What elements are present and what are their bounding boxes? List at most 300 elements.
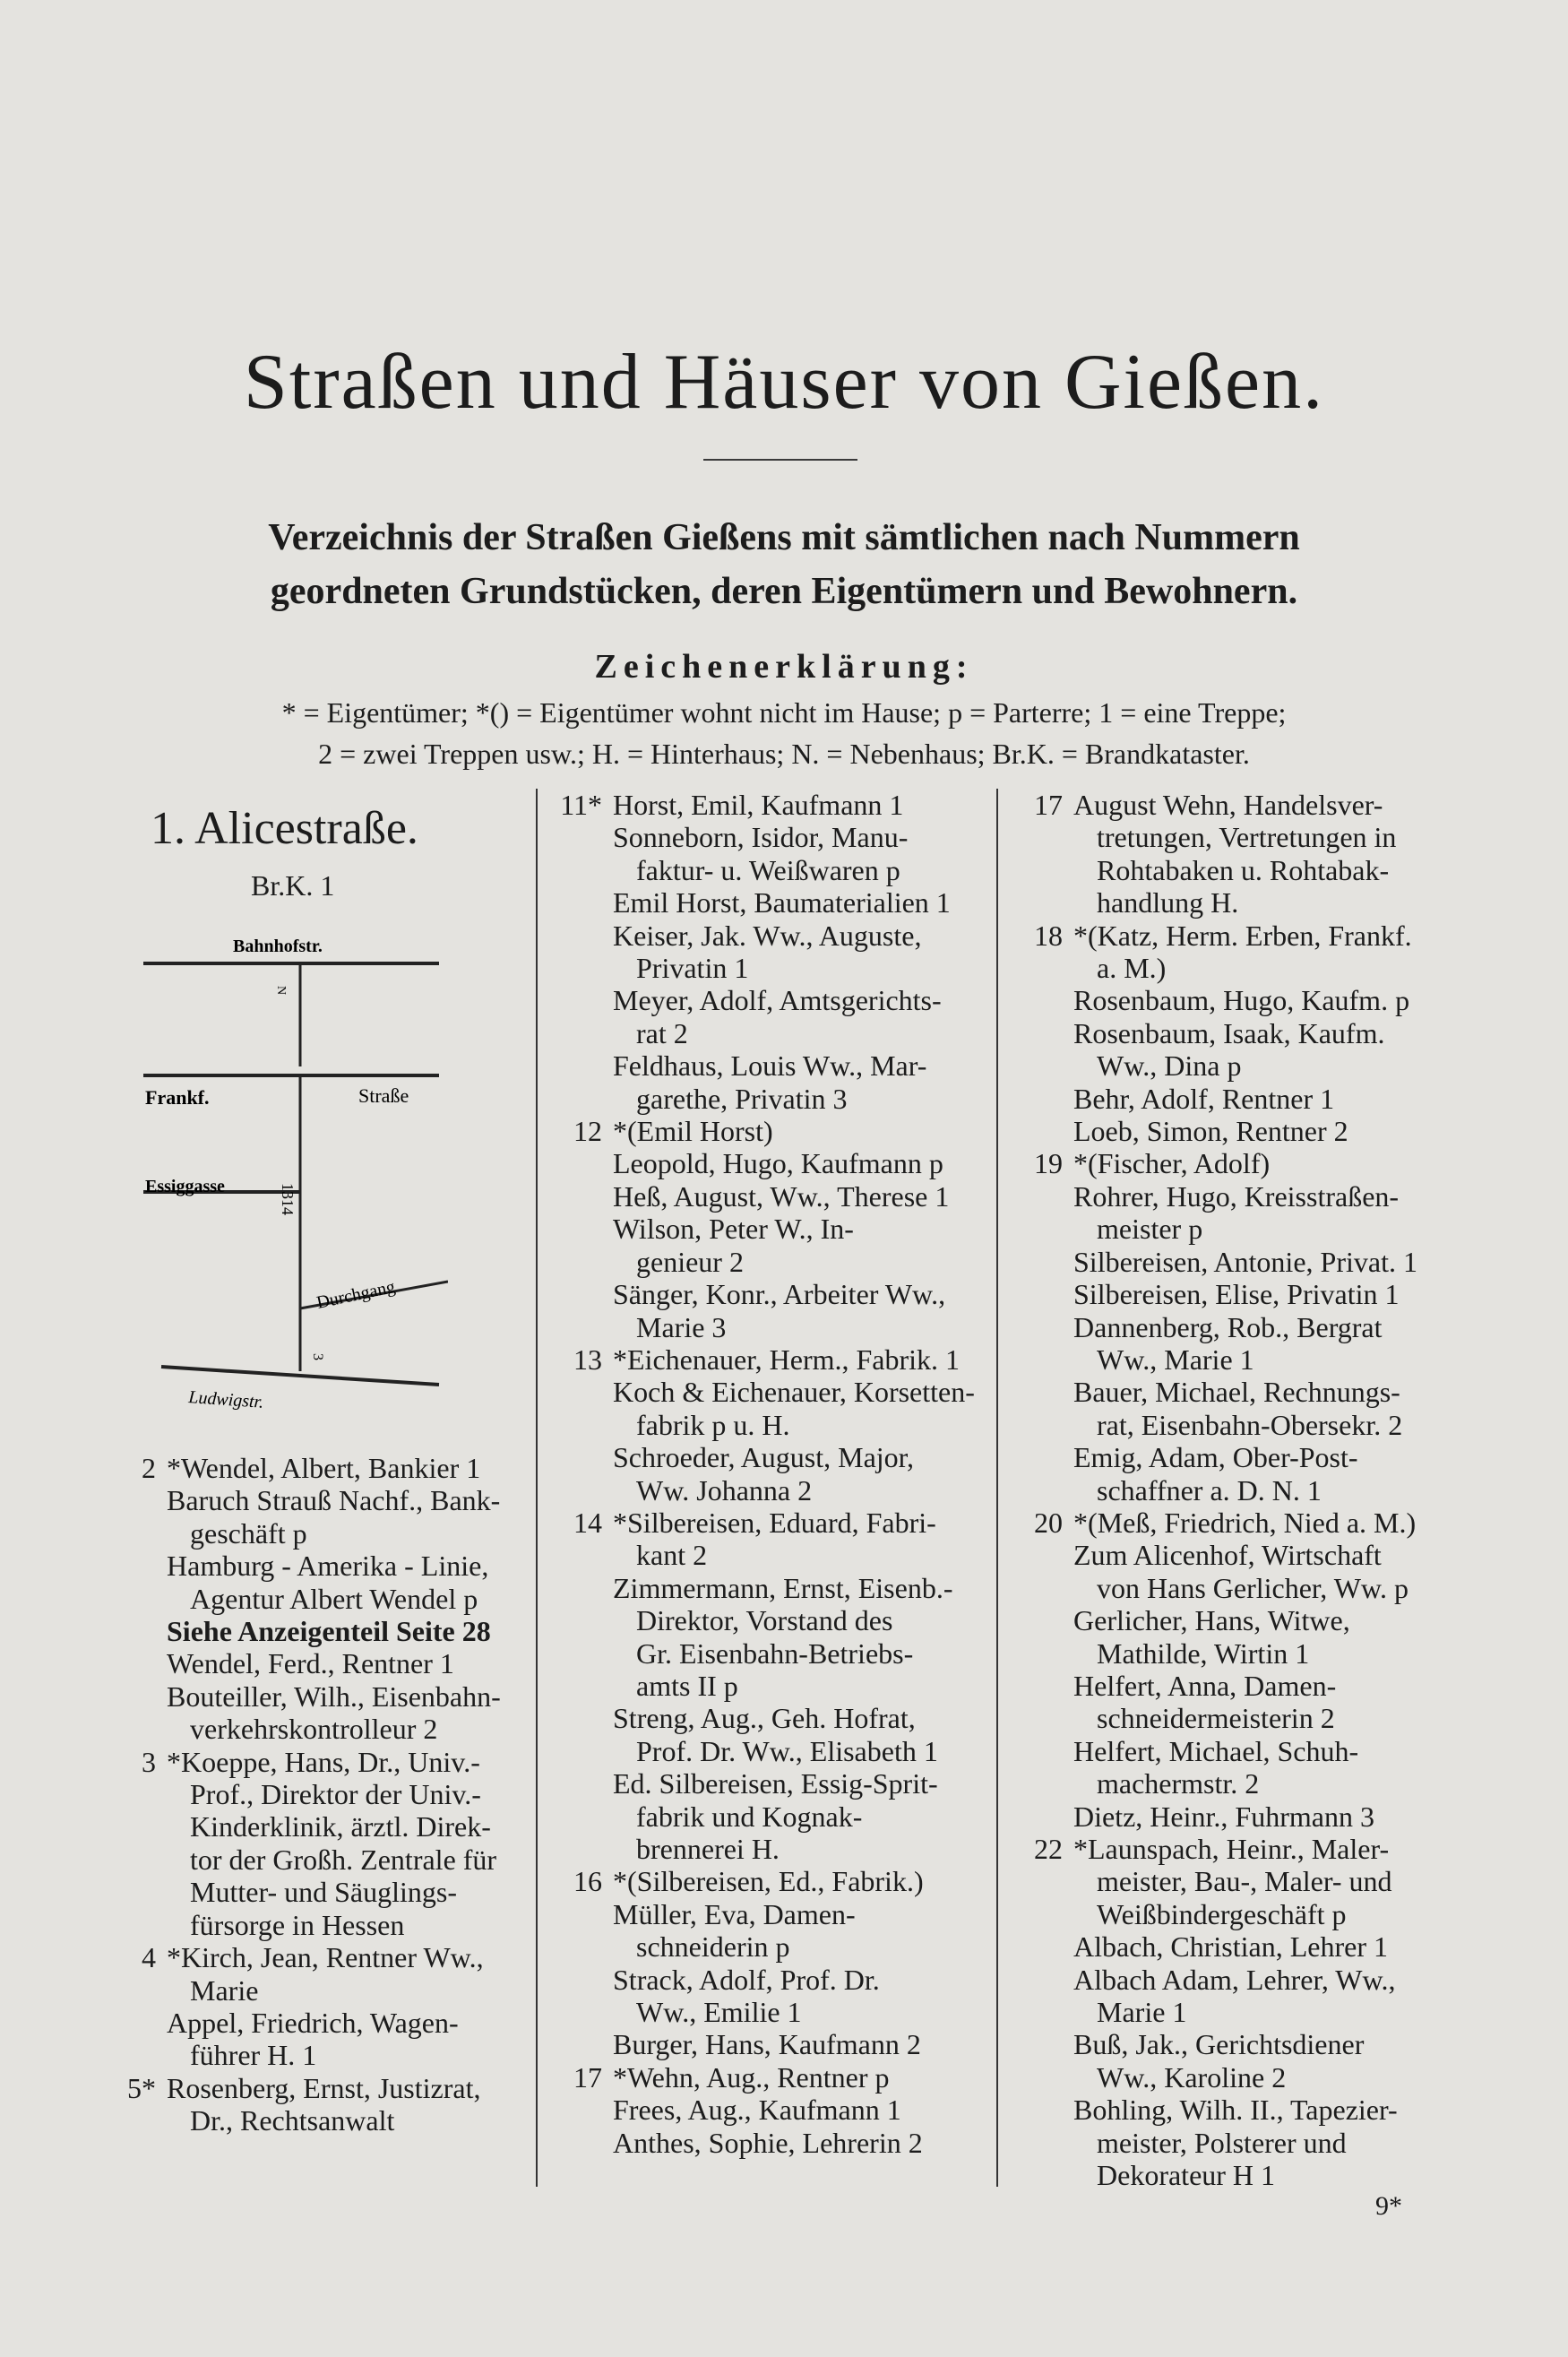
entry-text: garethe, Privatin 3 <box>636 1082 848 1115</box>
house-number <box>543 2094 613 2126</box>
directory-entry-line <box>1004 789 1452 821</box>
map-label-strasse: Straße <box>358 1084 409 1107</box>
entry-text: Schroeder, August, Major, <box>613 1441 915 1474</box>
directory-entry-line <box>1004 2127 1452 2159</box>
house-number <box>1004 1996 1073 2028</box>
house-number <box>543 1376 613 1408</box>
entry-text: fabrik und Kognak- <box>636 1800 863 1833</box>
entry-text: Silbereisen, Elise, Privatin 1 <box>1073 1278 1400 1311</box>
directory-entry-line <box>1004 1735 1452 1767</box>
directory-entry-line <box>543 1278 991 1310</box>
entry-text: Bauer, Michael, Rechnungs- <box>1073 1376 1400 1409</box>
directory-entry-line <box>1004 952 1452 984</box>
entry-text: Mutter- und Säuglings- <box>190 1876 457 1909</box>
directory-entry-line <box>1004 1474 1452 1507</box>
map-label-ludwig: Ludwigstr. <box>187 1387 264 1412</box>
map-label-n: N <box>274 986 288 996</box>
house-number <box>543 1996 613 2028</box>
directory-entry-line <box>543 821 991 853</box>
entry-text: Ww., Dina p <box>1097 1049 1242 1083</box>
directory-entry-line <box>97 1713 531 1745</box>
entry-text: Marie 3 <box>636 1310 727 1343</box>
house-number <box>97 1517 167 1550</box>
entry-text: schneidermeisterin 2 <box>1097 1702 1335 1735</box>
directory-entry-line <box>543 1180 991 1213</box>
house-number <box>543 1017 613 1049</box>
entry-text: handlung H. <box>1097 886 1239 919</box>
house-number: 2 <box>142 1452 156 1484</box>
house-number <box>1004 1670 1073 1702</box>
directory-entry-line <box>1004 1898 1452 1930</box>
directory-entry-line <box>1004 1996 1452 2028</box>
entry-text: *Eichenauer, Herm., Fabrik. 1 <box>613 1343 961 1376</box>
entry-text: meister p <box>1097 1213 1203 1246</box>
house-number <box>1004 1409 1073 1441</box>
directory-entry-line <box>97 1843 531 1876</box>
entry-text: Dr., Rechtsanwalt <box>190 2104 395 2137</box>
directory-entry-line <box>543 789 991 821</box>
entry-text: *Silbereisen, Eduard, Fabri- <box>613 1506 936 1539</box>
house-number <box>1004 1702 1073 1734</box>
house-number: 12 <box>573 1115 602 1148</box>
entry-text: a. M.) <box>1097 952 1167 985</box>
house-number <box>1004 2094 1073 2126</box>
house-number <box>543 886 613 919</box>
column-2 <box>543 789 991 2159</box>
directory-entry-line <box>97 1810 531 1843</box>
directory-entry-line <box>543 1865 991 1897</box>
house-number: 16 <box>573 1865 602 1898</box>
house-number <box>1004 1474 1073 1507</box>
entry-text: Burger, Hans, Kaufmann 2 <box>613 2028 921 2061</box>
house-number <box>1004 1735 1073 1767</box>
house-number <box>97 1484 167 1516</box>
directory-entry-line <box>543 1964 991 1996</box>
entry-text: Rosenbaum, Isaak, Kaufm. <box>1073 1016 1385 1049</box>
entry-text: Prof., Direktor der Univ.- <box>190 1778 481 1811</box>
directory-entry-line <box>97 1484 531 1516</box>
house-number: 20 <box>1034 1506 1063 1539</box>
directory-entry-line <box>543 1833 991 1865</box>
house-number <box>97 1713 167 1745</box>
house-number <box>543 1702 613 1734</box>
directory-entry-line <box>1004 1865 1452 1897</box>
house-number <box>543 919 613 952</box>
house-number <box>97 1647 167 1679</box>
legend-line-2: 2 = zwei Treppen usw.; H. = Hinterhaus; N. = Nebenhaus; Br.K. = Brandkataster. <box>318 738 1250 770</box>
house-number <box>1004 1017 1073 1049</box>
entry-text: Loeb, Simon, Rentner 2 <box>1073 1115 1348 1148</box>
house-number <box>97 2104 167 2137</box>
directory-entry-line <box>543 1507 991 1539</box>
entry-text: von Hans Gerlicher, Ww. p <box>1097 1571 1409 1604</box>
entry-text: Keiser, Jak. Ww., Auguste, <box>613 919 922 952</box>
directory-entry-line <box>97 2072 531 2104</box>
house-number: 19 <box>1034 1147 1063 1180</box>
entry-text: Müller, Eva, Damen- <box>613 1897 856 1930</box>
house-number <box>543 1833 613 1865</box>
entry-text: Ed. Silbereisen, Essig-Sprit- <box>613 1767 938 1800</box>
entry-text: Albach, Christian, Lehrer 1 <box>1073 1930 1388 1964</box>
directory-entry-line <box>97 1647 531 1679</box>
house-number <box>1004 886 1073 919</box>
directory-entry-line <box>1004 1572 1452 1604</box>
map-label-essig: Essiggasse <box>145 1177 225 1196</box>
entry-text: *(Fischer, Adolf) <box>1073 1147 1271 1180</box>
legend-line-1: * = Eigentümer; *() = Eigentümer wohnt nicht im Hause; p = Parterre; 1 = eine Treppe; <box>281 696 1287 729</box>
map-label-nums: 1314 <box>279 1183 297 1215</box>
entry-text: Agentur Albert Wendel p <box>190 1582 478 1615</box>
entry-text: rat, Eisenbahn-Obersekr. 2 <box>1097 1408 1403 1441</box>
directory-entry-line <box>1004 2028 1452 2060</box>
subtitle-line-2: geordneten Grundstücken, deren Eigentümern und Bewohnern. <box>270 571 1298 612</box>
directory-entry-line <box>97 1550 531 1582</box>
directory-entry-line <box>1004 1246 1452 1278</box>
entry-text: Prof. Dr. Ww., Elisabeth 1 <box>636 1734 938 1767</box>
entry-text: Bohling, Wilh. II., Tapezier- <box>1073 2094 1398 2127</box>
house-number <box>1004 1898 1073 1930</box>
house-number <box>97 1974 167 2007</box>
entry-text: Horst, Emil, Kaufmann 1 <box>613 789 904 821</box>
directory-entry-line <box>97 2007 531 2039</box>
house-number <box>1004 1049 1073 1082</box>
house-number <box>1004 1343 1073 1376</box>
entry-text: Strack, Adolf, Prof. Dr. <box>613 1963 880 1996</box>
directory-entry-line <box>543 1343 991 1376</box>
entry-text: geschäft p <box>190 1516 307 1550</box>
house-number: 13 <box>573 1343 602 1376</box>
entry-text: Kinderklinik, ärztl. Direk- <box>190 1810 491 1843</box>
directory-entry-line <box>543 1311 991 1343</box>
house-number <box>1004 2159 1073 2191</box>
column-divider-1 <box>536 789 538 2187</box>
entry-text: meister, Bau-, Maler- und <box>1097 1865 1392 1898</box>
directory-entry-line <box>543 952 991 984</box>
map-label-three: 3 <box>310 1353 325 1360</box>
directory-entry-line <box>97 1615 531 1647</box>
house-number <box>97 1615 167 1647</box>
directory-entry-line <box>1004 1441 1452 1473</box>
directory-entry-line <box>97 1583 531 1615</box>
subtitle-line-1: Verzeichnis der Straßen Gießens mit sämtlichen nach Nummern <box>268 517 1300 558</box>
directory-entry-line <box>543 1930 991 1963</box>
house-number <box>1004 1964 1073 1996</box>
house-number <box>97 1876 167 1908</box>
entry-text: Marie 1 <box>1097 1996 1187 2029</box>
directory-entry-line <box>543 854 991 886</box>
directory-entry-line <box>543 1572 991 1604</box>
map-label-durchgang: Durchgang <box>314 1276 397 1313</box>
house-number <box>1004 1572 1073 1604</box>
entry-text: Zum Alicenhof, Wirtschaft <box>1073 1539 1382 1572</box>
entry-text: fabrik p u. H. <box>636 1408 790 1441</box>
house-number <box>543 1278 613 1310</box>
directory-entry-line <box>543 1604 991 1636</box>
directory-entry-line <box>543 919 991 952</box>
entry-text: *(Emil Horst) <box>613 1115 773 1148</box>
entry-text: August Wehn, Handelsver- <box>1073 789 1383 821</box>
house-number <box>1004 952 1073 984</box>
entry-text: Ww., Marie 1 <box>1097 1343 1254 1376</box>
house-number <box>1004 1604 1073 1636</box>
directory-entry-line <box>97 1909 531 1941</box>
entry-text: machermstr. 2 <box>1097 1767 1260 1800</box>
directory-entry-line <box>543 2028 991 2060</box>
entry-text: Buß, Jak., Gerichtsdiener <box>1073 2028 1365 2061</box>
house-number <box>543 854 613 886</box>
house-number: 11* <box>560 789 602 821</box>
house-number <box>543 1147 613 1179</box>
directory-entry-line <box>1004 1964 1452 1996</box>
entry-text: Siehe Anzeigenteil Seite 28 <box>167 1615 491 1648</box>
entry-text: *Wendel, Albert, Bankier 1 <box>167 1452 481 1484</box>
directory-entry-line <box>543 1474 991 1507</box>
house-number <box>97 1810 167 1843</box>
directory-entry-line <box>97 1680 531 1713</box>
directory-entry-line <box>543 1409 991 1441</box>
house-number <box>97 1550 167 1582</box>
directory-entry-line <box>543 1147 991 1179</box>
entry-text: *(Silbereisen, Ed., Fabrik.) <box>613 1865 924 1898</box>
page-number: 9* <box>1375 2191 1402 2221</box>
house-number <box>543 1930 613 1963</box>
legend-title: Zeichenerklärung: <box>594 648 974 686</box>
house-number: 3 <box>142 1745 156 1778</box>
directory-entry-line <box>543 1767 991 1800</box>
entry-text: Sonneborn, Isidor, Manu- <box>613 821 909 854</box>
entry-text: *(Katz, Herm. Erben, Frankf. <box>1073 919 1412 952</box>
house-number <box>543 1572 613 1604</box>
directory-entry-line <box>97 2104 531 2137</box>
street-map <box>143 932 448 1416</box>
entry-text: genieur 2 <box>636 1245 744 1278</box>
brandkataster-ref: Br.K. 1 <box>251 869 335 902</box>
page-subtitle <box>54 511 1514 618</box>
entry-text: tretungen, Vertretungen in <box>1097 821 1397 854</box>
entry-text: Albach Adam, Lehrer, Ww., <box>1073 1963 1396 1996</box>
entry-text: fürsorge in Hessen <box>190 1908 405 1941</box>
directory-entry-line <box>1004 1311 1452 1343</box>
entry-text: Heß, August, Ww., Therese 1 <box>613 1179 950 1213</box>
entry-text: verkehrskontrolleur 2 <box>190 1713 438 1746</box>
directory-entry-line <box>97 1517 531 1550</box>
directory-entry-line <box>1004 1017 1452 1049</box>
entry-text: Dannenberg, Rob., Bergrat <box>1073 1310 1383 1343</box>
house-number <box>1004 1278 1073 1310</box>
page-title: Straßen und Häuser von Gießen. <box>243 339 1325 426</box>
directory-entry-line <box>1004 1702 1452 1734</box>
house-number <box>97 1680 167 1713</box>
directory-entry-line <box>1004 1670 1452 1702</box>
directory-entry-line <box>543 886 991 919</box>
entry-text: Ww., Karoline 2 <box>1097 2060 1287 2094</box>
house-number <box>543 1539 613 1571</box>
entry-text: schneiderin p <box>636 1930 790 1964</box>
entry-text: *Launspach, Heinr., Maler- <box>1073 1833 1390 1865</box>
entry-text: Rohrer, Hugo, Kreisstraßen- <box>1073 1179 1400 1213</box>
directory-entry-line <box>543 1441 991 1473</box>
house-number <box>543 1800 613 1833</box>
house-number <box>543 1735 613 1767</box>
directory-entry-line <box>1004 1213 1452 1245</box>
directory-entry-line <box>1004 1115 1452 1147</box>
directory-entry-line <box>1004 1083 1452 1115</box>
entry-text: Emil Horst, Baumaterialien 1 <box>613 886 951 919</box>
entry-text: Gr. Eisenbahn-Betriebs- <box>636 1636 914 1670</box>
entry-text: *(Meß, Friedrich, Nied a. M.) <box>1073 1506 1417 1539</box>
house-number <box>1004 2127 1073 2159</box>
directory-entry-line <box>1004 886 1452 919</box>
directory-entry-line <box>1004 1637 1452 1670</box>
entry-text: Dekorateur H 1 <box>1097 2159 1276 2192</box>
entry-text: schaffner a. D. N. 1 <box>1097 1473 1322 1507</box>
house-number <box>97 2007 167 2039</box>
house-number <box>1004 1539 1073 1571</box>
directory-entry-line <box>1004 1147 1452 1179</box>
entry-text: Anthes, Sophie, Lehrerin 2 <box>613 2126 923 2159</box>
entry-text: führer H. 1 <box>190 2039 317 2072</box>
directory-entry-line <box>543 1539 991 1571</box>
house-number <box>1004 1800 1073 1833</box>
house-number <box>1004 1637 1073 1670</box>
house-number <box>543 1409 613 1441</box>
directory-entry-line <box>97 1778 531 1810</box>
house-number <box>1004 984 1073 1016</box>
house-number: 4 <box>142 1941 156 1974</box>
entry-text: Silbereisen, Antonie, Privat. 1 <box>1073 1245 1417 1278</box>
entry-text: Helfert, Michael, Schuh- <box>1073 1734 1359 1767</box>
house-number <box>1004 1213 1073 1245</box>
house-number <box>543 2028 613 2060</box>
house-number <box>1004 1865 1073 1897</box>
directory-entry-line <box>1004 1343 1452 1376</box>
directory-entry-line <box>1004 854 1452 886</box>
directory-entry-line <box>1004 2159 1452 2191</box>
entry-text: Gerlicher, Hans, Witwe, <box>1073 1604 1350 1637</box>
house-number: 5* <box>127 2071 156 2104</box>
house-number: 18 <box>1034 919 1063 952</box>
house-number <box>1004 854 1073 886</box>
directory-entry-line <box>543 1996 991 2028</box>
directory-entry-line <box>543 1083 991 1115</box>
house-number <box>543 1311 613 1343</box>
column-1 <box>97 1452 531 2137</box>
house-number: 14 <box>573 1506 602 1539</box>
entry-text: Behr, Adolf, Rentner 1 <box>1073 1082 1335 1115</box>
house-number <box>97 1778 167 1810</box>
entry-text: *Wehn, Aug., Rentner p <box>613 2060 890 2094</box>
house-number <box>543 1898 613 1930</box>
directory-entry-line <box>1004 1049 1452 1082</box>
house-number <box>1004 2028 1073 2060</box>
entry-text: *Koeppe, Hans, Dr., Univ.- <box>167 1745 480 1778</box>
entry-text: Leopold, Hugo, Kaufmann p <box>613 1147 943 1180</box>
directory-entry-line <box>1004 2061 1452 2094</box>
directory-entry-line <box>543 1115 991 1147</box>
entry-text: Rosenbaum, Hugo, Kaufm. p <box>1073 984 1410 1017</box>
directory-entry-line <box>543 1800 991 1833</box>
directory-entry-line <box>1004 1376 1452 1408</box>
directory-entry-line <box>97 1452 531 1484</box>
entry-text: kant 2 <box>636 1539 708 1572</box>
entry-text: *Kirch, Jean, Rentner Ww., <box>167 1941 484 1974</box>
directory-entry-line <box>1004 1930 1452 1963</box>
column-divider-2 <box>996 789 998 2187</box>
entry-text: faktur- u. Weißwaren p <box>636 853 900 886</box>
house-number: 17 <box>573 2060 602 2094</box>
entry-text: Helfert, Anna, Damen- <box>1073 1669 1337 1702</box>
column-3 <box>1004 789 1452 2191</box>
directory-entry-line <box>543 2094 991 2126</box>
directory-entry-line <box>543 2127 991 2159</box>
house-number <box>1004 1441 1073 1473</box>
house-number <box>1004 1115 1073 1147</box>
house-number <box>543 1083 613 1115</box>
entry-text: Marie <box>190 1973 259 2007</box>
directory-entry-line <box>1004 1767 1452 1800</box>
house-number <box>1004 1083 1073 1115</box>
legend-text <box>81 692 1487 774</box>
directory-entry-line <box>1004 2094 1452 2126</box>
entry-text: Frees, Aug., Kaufmann 1 <box>613 2094 901 2127</box>
house-number <box>543 1441 613 1473</box>
entry-text: Rosenberg, Ernst, Justizrat, <box>167 2071 481 2104</box>
entry-text: Rohtabaken u. Rohtabak- <box>1097 853 1390 886</box>
entry-text: Feldhaus, Louis Ww., Mar- <box>613 1049 927 1083</box>
directory-entry-line <box>1004 1604 1452 1636</box>
directory-entry-line <box>543 984 991 1016</box>
house-number <box>97 1843 167 1876</box>
map-label-bahnhof: Bahnhofstr. <box>233 937 323 956</box>
house-number <box>97 2039 167 2071</box>
house-number <box>97 1909 167 1941</box>
entry-text: Direktor, Vorstand des <box>636 1604 893 1637</box>
directory-entry-line <box>97 1941 531 1973</box>
directory-entry-line <box>1004 1507 1452 1539</box>
directory-entry-line <box>543 1213 991 1245</box>
entry-text: Ww. Johanna 2 <box>636 1473 813 1507</box>
entry-text: Zimmermann, Ernst, Eisenb.- <box>613 1571 953 1604</box>
entry-text: tor der Großh. Zentrale für <box>190 1843 497 1876</box>
directory-entry-line <box>543 1735 991 1767</box>
entry-text: brennerei H. <box>636 1833 780 1865</box>
house-number <box>1004 2061 1073 2094</box>
house-number: 17 <box>1034 789 1063 821</box>
entry-text: Meyer, Adolf, Amtsgerichts- <box>613 984 942 1017</box>
directory-entry-line <box>1004 984 1452 1016</box>
entry-text: Bouteiller, Wilh., Eisenbahn- <box>167 1679 501 1713</box>
directory-entry-line <box>97 1746 531 1778</box>
entry-text: Emig, Adam, Ober-Post- <box>1073 1441 1358 1474</box>
entry-text: Wilson, Peter W., In- <box>613 1213 854 1246</box>
directory-entry-line <box>1004 1833 1452 1865</box>
directory-entry-line <box>1004 919 1452 952</box>
directory-entry-line <box>1004 1539 1452 1571</box>
house-number <box>543 984 613 1016</box>
house-number <box>1004 1180 1073 1213</box>
directory-entry-line <box>97 2039 531 2071</box>
house-number <box>543 1670 613 1702</box>
house-number <box>543 1180 613 1213</box>
directory-entry-line <box>97 1876 531 1908</box>
house-number <box>543 2127 613 2159</box>
map-label-frankf: Frankf. <box>145 1086 210 1109</box>
directory-entry-line <box>543 1376 991 1408</box>
directory-entry-line <box>543 1246 991 1278</box>
entry-text: Dietz, Heinr., Fuhrmann 3 <box>1073 1800 1374 1833</box>
entry-text: rat 2 <box>636 1016 688 1049</box>
entry-text: Appel, Friedrich, Wagen- <box>167 2006 459 2039</box>
